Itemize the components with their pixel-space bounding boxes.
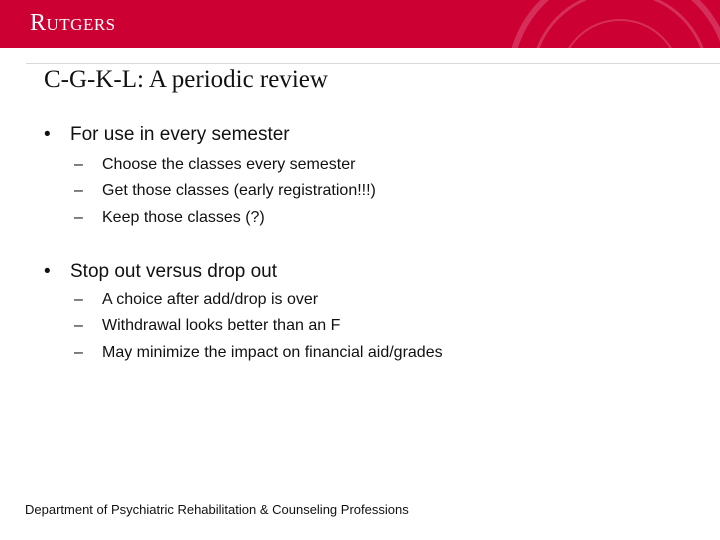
sub-bullet-text: Keep those classes (?): [102, 209, 265, 226]
bullet-marker: •: [44, 124, 51, 145]
slide-title: C-G-K-L: A periodic review: [44, 66, 328, 93]
bullet-marker: •: [44, 261, 51, 282]
footer-department: Department of Psychiatric Rehabilitation & Counseling Professions: [25, 502, 409, 517]
university-seal-watermark: [500, 0, 720, 48]
sub-bullet-marker: –: [74, 156, 83, 173]
bullet-text: Stop out versus drop out: [70, 261, 278, 282]
sub-bullet-text: May minimize the impact on financial aid/grades: [102, 344, 443, 361]
sub-bullet-text: Get those classes (early registration!!!): [102, 182, 376, 199]
header-banner: [0, 0, 720, 48]
sub-bullet-marker: –: [74, 209, 83, 226]
sub-bullet-text: A choice after add/drop is over: [102, 291, 319, 308]
title-divider: [26, 63, 720, 64]
sub-bullet-text: Withdrawal looks better than an F: [102, 317, 341, 334]
sub-bullet-marker: –: [74, 182, 83, 199]
sub-bullet-marker: –: [74, 344, 83, 361]
sub-bullet-text: Choose the classes every semester: [102, 156, 356, 173]
rutgers-logo: Rutgers: [30, 10, 116, 36]
bullet-text: For use in every semester: [70, 124, 290, 145]
sub-bullet-marker: –: [74, 317, 83, 334]
sub-bullet-marker: –: [74, 291, 83, 308]
